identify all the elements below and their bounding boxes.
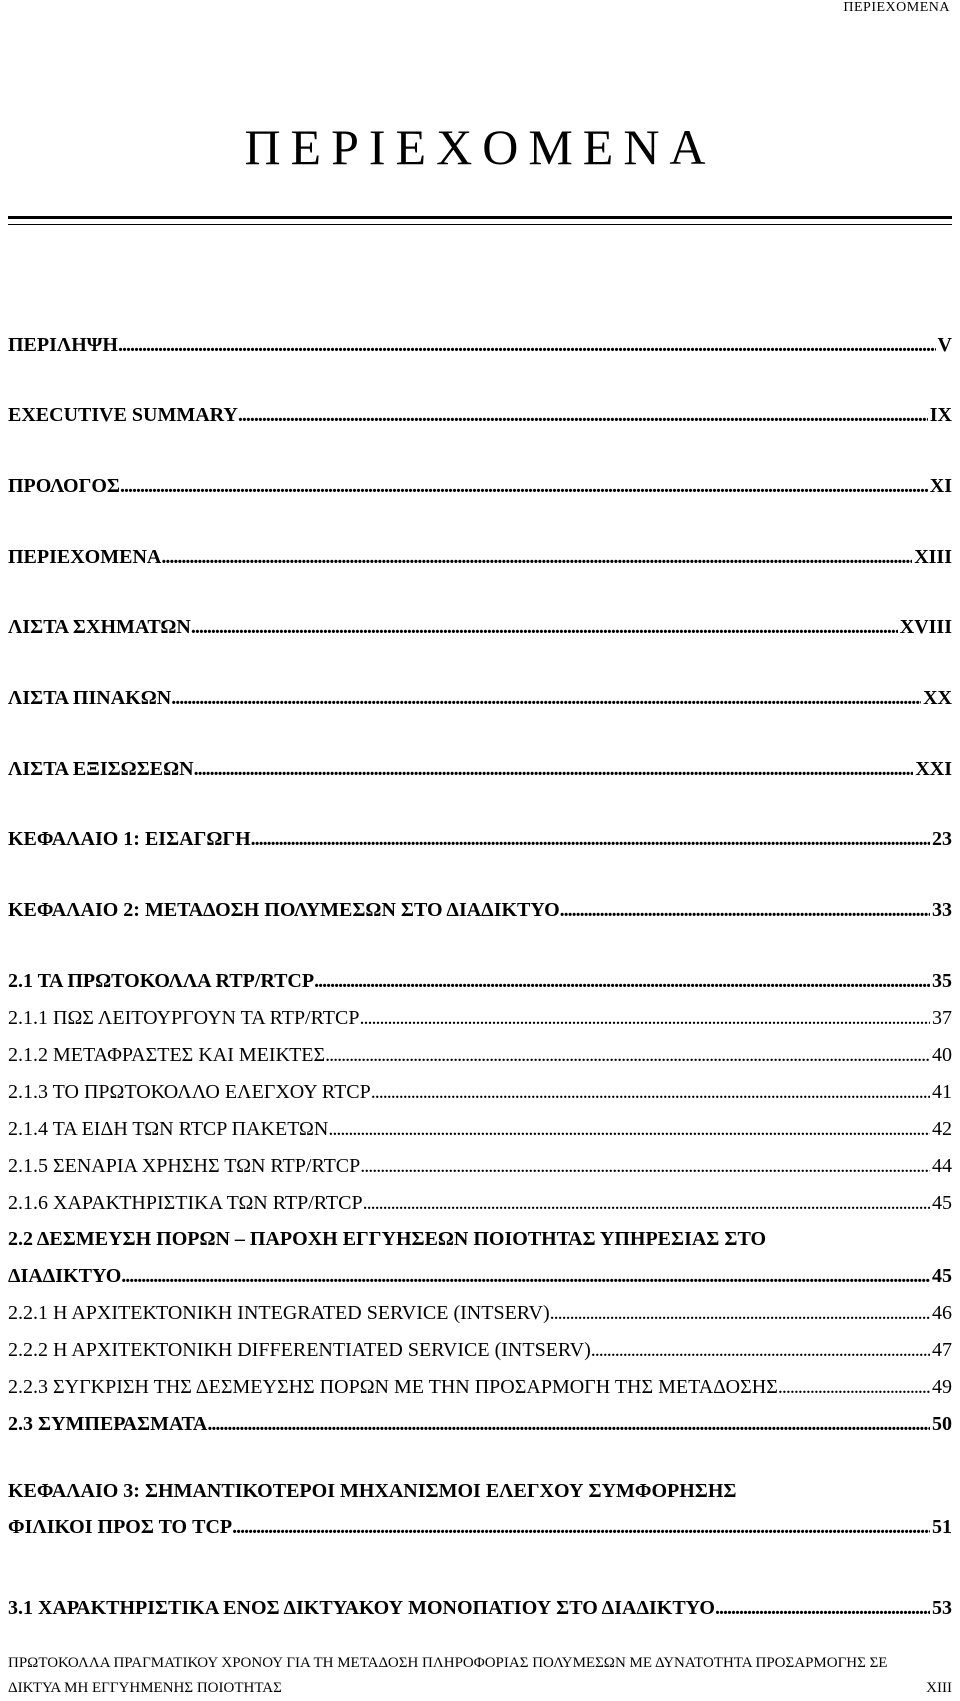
toc-entry-label: 3.1 ΧΑΡΑΚΤΗΡΙΣΤΙΚΑ ΕΝΟΣ ΔΙΚΤΥΑΚΟΥ ΜΟΝΟΠΑΤΙΟΥ ΣΤΟ ΔΙΑΔΙΚΤΥΟ [8,1597,715,1619]
toc-entry-label: 2.1.4 ΤΑ ΕΙΔΗ ΤΩΝ RTCP ΠΑΚΕΤΩΝ [8,1118,329,1140]
toc-dot-leader [363,1193,930,1213]
toc-entry-label: ΛΙΣΤΑ ΠΙΝΑΚΩΝ [8,687,172,709]
toc-dot-leader [194,759,914,779]
toc-entry-page: 42 [932,1118,952,1140]
running-header: ΠΕΡΙΕΧΟΜΕΝΑ [843,0,950,15]
toc-dot-leader [778,1377,930,1397]
toc-entry-page: 51 [932,1516,952,1538]
toc-entry[interactable] [8,1119,952,1139]
toc-entry-label: ΚΕΦΑΛΑΙΟ 1: ΕΙΣΑΓΩΓΗ [8,828,251,850]
toc-entry-label: 2.1.2 ΜΕΤΑΦΡΑΣΤΕΣ ΚΑΙ ΜΕΙΚΤΕΣ [8,1044,326,1066]
toc-entry[interactable] [8,617,952,637]
toc-dot-leader [161,547,912,567]
toc-dot-leader [325,1045,930,1065]
toc-entry[interactable] [8,335,952,355]
toc-entry-label: 2.2.3 ΣΥΓΚΡΙΣΗ ΤΗΣ ΔΕΣΜΕΥΣΗΣ ΠΟΡΩΝ ΜΕ ΤΗΝ ΠΡΟΣΑΡΜΟΓΗ ΤΗΣ ΜΕΤΑΔΟΣΗΣ [8,1376,778,1398]
toc-entry[interactable] [8,1517,952,1537]
toc-entry-label: 2.1.6 ΧΑΡΑΚΤΗΡΙΣΤΙΚΑ ΤΩΝ RTP/RTCP [8,1192,363,1214]
toc-dot-leader [550,1303,930,1323]
toc-dot-leader [371,1082,930,1102]
toc-entry-page: 53 [932,1597,952,1619]
toc-entry[interactable] [8,547,952,567]
toc-entry-page: 50 [932,1413,952,1435]
toc-entry-label: ΠΕΡΙΛΗΨΗ [8,334,118,356]
toc-entry-page: 33 [932,899,952,921]
toc-entry-label: 2.1 ΤΑ ΠΡΩΤΟΚΟΛΛΑ RTP/RTCP [8,970,315,992]
toc-entry-page: XVIII [899,616,952,638]
toc-entry-page: 41 [932,1081,952,1103]
toc-entry-page: 45 [932,1192,952,1214]
footer-title-line1: ΠΡΩΤΟΚΟΛΛΑ ΠΡΑΓΜΑΤΙΚΟΥ ΧΡΟΝΟΥ ΓΙΑ ΤΗ ΜΕΤΑΔΟΣΗ ΠΛΗΡΟΦΟΡΙΑΣ ΠΟΛΥΜΕΣΩΝ ΜΕ ΔΥΝΑΤΟΤΗΤΑ ΠΡΟΣΑΡΜΟΓΗΣ ΣΕ [8,1655,888,1671]
toc-entry[interactable] [8,1156,952,1176]
toc-dot-leader [328,1119,930,1139]
toc-entry-page: XX [923,687,952,709]
toc-entry-label: ΛΙΣΤΑ ΕΞΙΣΩΣΕΩΝ [8,758,194,780]
toc-dot-leader [360,1156,930,1176]
toc-entry-label: ΔΙΑΔΙΚΤΥΟ [8,1265,122,1287]
toc-entry[interactable] [8,1193,952,1213]
toc-entry[interactable] [8,1598,952,1618]
toc-dot-leader [359,1008,930,1028]
toc-entry-label: EXECUTIVE SUMMARY [8,404,238,426]
toc-entry[interactable] [8,759,952,779]
toc-dot-leader [191,617,898,637]
toc-dot-leader [171,688,921,708]
toc-entry-label: 2.2.2 Η ΑΡΧΙΤΕΚΤΟΝΙΚΗ DIFFERENTIATED SERVICE (INTSERV) [8,1339,591,1361]
toc-dot-leader [591,1340,930,1360]
toc-entry-label: ΛΙΣΤΑ ΣΧΗΜΑΤΩΝ [8,616,191,638]
toc-entry[interactable] [8,688,952,708]
toc-dot-leader [118,335,936,355]
toc-entry-label: 2.3 ΣΥΜΠΕΡΑΣΜΑΤΑ [8,1413,208,1435]
toc-entry-page: V [937,334,952,356]
toc-dot-leader [251,829,930,849]
toc-dot-leader [207,1414,930,1434]
toc-dot-leader [314,971,930,991]
toc-entry-page: 35 [932,970,952,992]
toc-entry-page: 45 [932,1265,952,1287]
toc-dot-leader [560,900,930,920]
toc-dot-leader [120,476,928,496]
toc-dot-leader [715,1598,930,1618]
toc-entry[interactable] [8,1414,952,1434]
toc-entry-label: ΠΡΟΛΟΓΟΣ [8,475,120,497]
page-title: ΠΕΡΙΕΧΟΜΕΝΑ [244,119,716,175]
toc-entry-page: 46 [932,1302,952,1324]
toc-entry-label: ΦΙΛΙΚΟΙ ΠΡΟΣ ΤΟ TCP [8,1516,233,1538]
toc-entry-label: 2.1.1 ΠΩΣ ΛΕΙΤΟΥΡΓΟΥΝ ΤΑ RTP/RTCP [8,1007,360,1029]
toc-entry[interactable] [8,1266,952,1286]
toc-entry[interactable] [8,476,952,496]
toc-entry[interactable] [8,1377,952,1397]
toc-entry[interactable] [8,1045,952,1065]
toc-entry-label-line1: ΚΕΦΑΛΑΙΟ 3: ΣΗΜΑΝΤΙΚΟΤΕΡΟΙ ΜΗΧΑΝΙΣΜΟΙ ΕΛΕΓΧΟΥ ΣΥΜΦΟΡΗΣΗΣ [8,1480,737,1502]
toc-entry-label: 2.1.5 ΣΕΝΑΡΙΑ ΧΡΗΣΗΣ ΤΩΝ RTP/RTCP [8,1155,361,1177]
toc-entry[interactable] [8,829,952,849]
toc-entry-label-line1: 2.2 ΔΕΣΜΕΥΣΗ ΠΟΡΩΝ – ΠΑΡΟΧΗ ΕΓΓΥΗΣΕΩΝ ΠΟΙΟΤΗΤΑΣ ΥΠΗΡΕΣΙΑΣ ΣΤΟ [8,1228,766,1250]
toc-entry-page: 47 [932,1339,952,1361]
toc-entry-page: 49 [932,1376,952,1398]
toc-entry-page: XIII [914,546,952,568]
toc-entry-page: 37 [932,1007,952,1029]
toc-entry[interactable] [8,1340,952,1360]
toc-entry-page: 40 [932,1044,952,1066]
toc-entry-page: XXI [915,758,952,780]
toc-entry-page: 44 [932,1155,952,1177]
toc-dot-leader [232,1517,930,1537]
toc-entry-page: XI [929,475,952,497]
toc-entry-page: IX [929,404,952,426]
toc-entry[interactable] [8,1008,952,1028]
footer [8,1680,952,1697]
toc-entry[interactable] [8,900,952,920]
toc-entry[interactable] [8,405,952,425]
toc-dot-leader [121,1266,930,1286]
toc-entry-label: ΚΕΦΑΛΑΙΟ 2: ΜΕΤΑΔΟΣΗ ΠΟΛΥΜΕΣΩΝ ΣΤΟ ΔΙΑΔΙΚΤΥΟ [8,899,560,921]
page-number: XIII [926,1680,952,1696]
toc-entry[interactable] [8,1303,952,1323]
toc-entry-label: 2.2.1 Η ΑΡΧΙΤΕΚΤΟΝΙΚΗ INTEGRATED SERVICE (INTSERV) [8,1302,550,1324]
toc-entry[interactable] [8,1082,952,1102]
toc-dot-leader [238,405,928,425]
toc-entry-label: ΠΕΡΙΕΧΟΜΕΝΑ [8,546,162,568]
toc-entry-label: 2.1.3 ΤΟ ΠΡΩΤΟΚΟΛΛΟ ΕΛΕΓΧΟΥ RTCP [8,1081,371,1103]
toc-entry[interactable] [8,971,952,991]
toc-entry-page: 23 [932,828,952,850]
footer-title-line2: ΔΙΚΤΥΑ ΜΗ ΕΓΓΥΗΜΕΝΗΣ ΠΟΙΟΤΗΤΑΣ [8,1680,282,1696]
